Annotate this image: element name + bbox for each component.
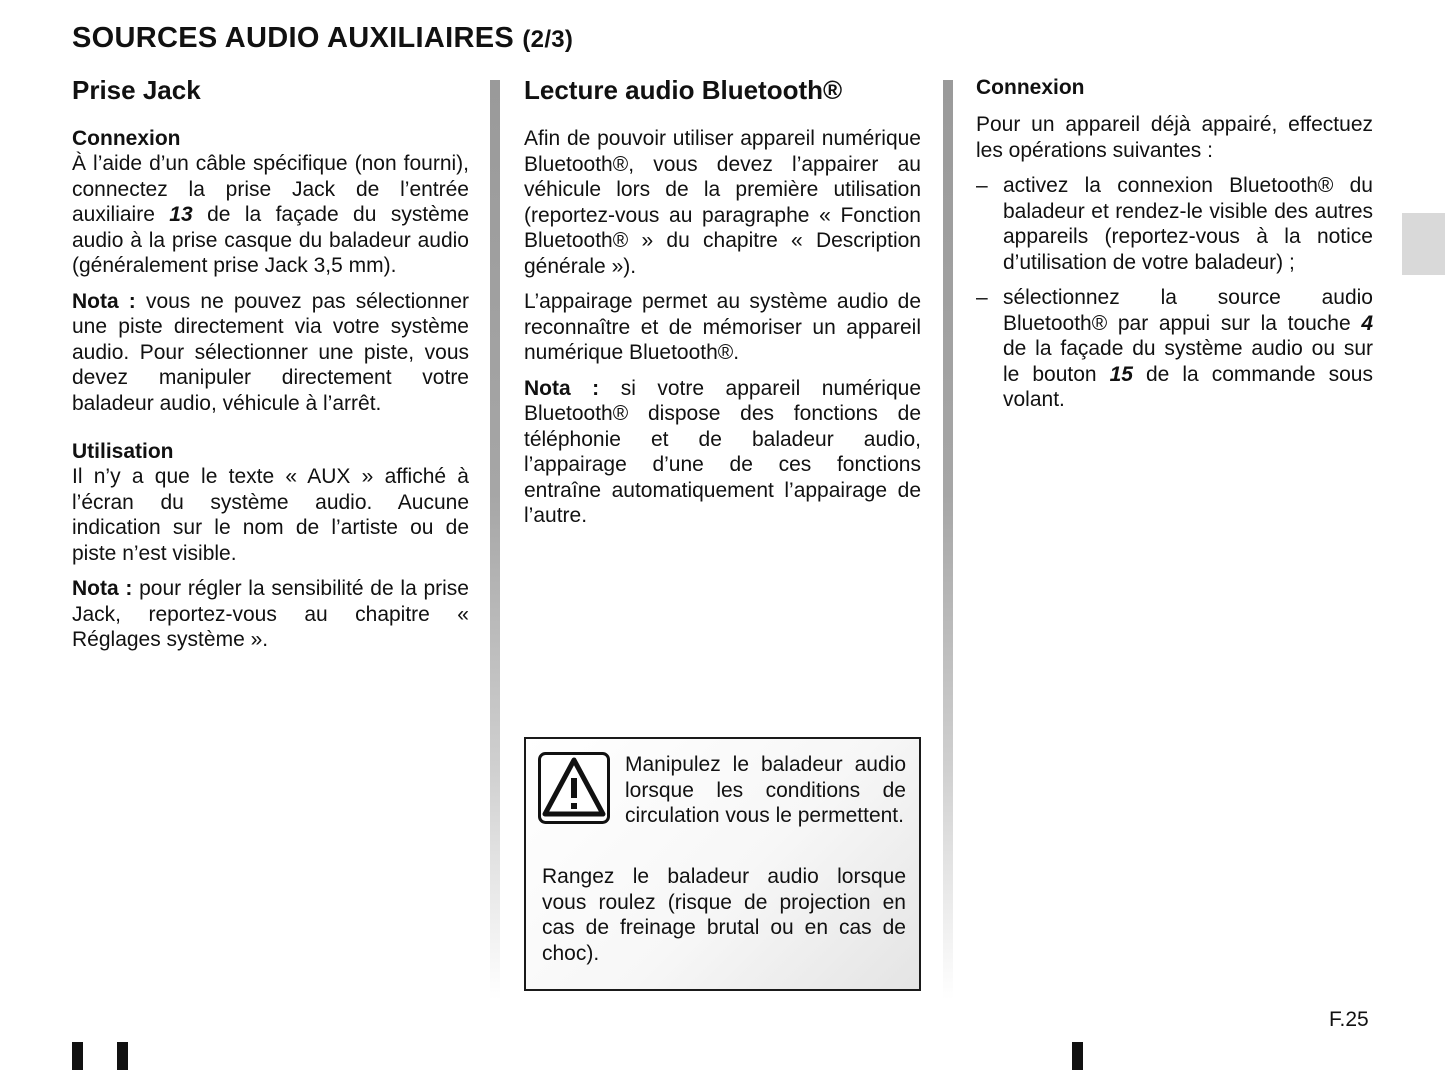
subheading-utilisation: Utilisation	[72, 440, 174, 463]
warning-text: Manipulez le baladeur audio lorsque les conditions de circulation vous le permettent.	[625, 753, 906, 827]
list-item: – sélectionnez la source audio Bluetooth® par appui sur la touche 4 de la façade du système audio ou sur le bouton 15 de la commande sous volant.	[976, 286, 1373, 411]
warning-triangle-icon	[538, 752, 610, 824]
crop-mark	[1072, 1042, 1083, 1070]
reference-number: 15	[1109, 362, 1133, 386]
subheading-connexion: Connexion	[72, 127, 181, 150]
nota-paragraph: Nota : si votre appareil numérique Bluetooth® dispose des fonctions de téléphonie et de baladeur audio, l’appairage d’une de ces fonctions entraîne automatiquement l’appairage de l’autre.	[524, 376, 921, 527]
thumb-index-tab	[1402, 213, 1445, 275]
body-paragraph: Afin de pouvoir utiliser appareil numérique Bluetooth®, vous devez l’appairer au véhicule lors de la première utilisation (reportez-vous au paragraphe « Fonction Bluetooth® » du chapitre « Description générale »).	[524, 127, 921, 278]
page-number: F.25	[1329, 1008, 1369, 1031]
page-title: SOURCES AUDIO AUXILIAIRES (2/3)	[72, 22, 574, 54]
reference-number: 4	[1361, 311, 1373, 335]
nota-label: Nota :	[72, 577, 133, 600]
column-separator	[490, 80, 500, 1000]
subheading-connexion: Connexion	[976, 76, 1085, 99]
nota-label: Nota :	[524, 376, 600, 400]
bluetooth-section	[524, 74, 921, 539]
prise-jack-section	[72, 74, 469, 663]
nota-paragraph: Nota : pour régler la sensibilité de la prise Jack, reportez-vous au chapitre « Réglages système ».	[72, 577, 469, 651]
crop-mark	[72, 1042, 83, 1070]
warning-box	[524, 737, 921, 991]
page-indicator: (2/3)	[522, 26, 574, 53]
column-separator	[943, 80, 953, 1000]
section-heading: Prise Jack	[72, 75, 201, 105]
list-item: – activez la connexion Bluetooth® du baladeur et rendez-le visible des autres appareils (reportez-vous à la notice d’utilisation de votre baladeur) ;	[976, 174, 1373, 274]
utilisation-paragraph: Il n’y a que le texte « AUX » affiché à l’écran du système audio. Aucune indication sur le nom de l’artiste ou de piste n’est visible.	[72, 465, 469, 565]
intro-paragraph: Pour un appareil déjà appairé, effectuez les opérations suivantes :	[976, 113, 1373, 162]
nota-paragraph: Nota : vous ne pouvez pas sélectionner une piste directement via votre système audio. Pour sélectionner une piste, vous devez manipuler directement votre baladeur audio, véhicule à l’arrêt.	[72, 289, 469, 415]
bluetooth-connexion-section	[976, 75, 1373, 423]
warning-text: Rangez le baladeur audio lorsque vous roulez (risque de projection en cas de freinage brutal ou en cas de choc).	[542, 865, 906, 965]
steps-list	[976, 173, 1373, 413]
section-heading: Lecture audio Bluetooth®	[524, 75, 843, 105]
crop-mark	[117, 1042, 128, 1070]
reference-number: 13	[169, 203, 193, 226]
connexion-paragraph: À l’aide d’un câble spécifique (non fourni), connectez la prise Jack de l’entrée auxiliaire 13 de la façade du système audio à la prise casque du baladeur audio (généralement prise Jack 3,5 mm).	[72, 152, 470, 277]
body-paragraph: L’appairage permet au système audio de reconnaître et de mémoriser un appareil numérique Bluetooth®.	[524, 290, 921, 364]
nota-label: Nota :	[72, 289, 136, 313]
